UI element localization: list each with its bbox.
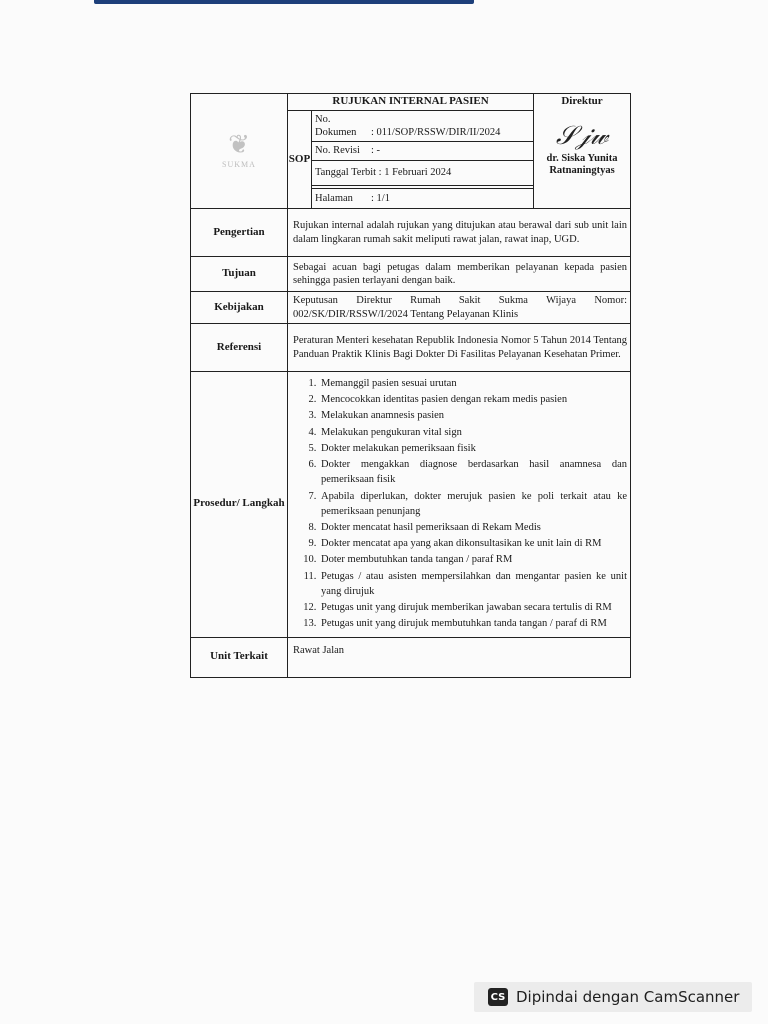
camscanner-logo-icon: CS: [488, 988, 508, 1006]
sop-table: [190, 93, 631, 678]
sop-document: [190, 93, 630, 678]
page-number: Halaman : 1/1: [312, 189, 534, 209]
section-label-kebijakan: Kebijakan: [191, 292, 288, 324]
procedure-step: 2. Mencocokkan identitas pasien dengan rekam medis pasien: [319, 392, 627, 407]
procedure-step-list: [293, 376, 627, 632]
procedure-step: 10. Doter membutuhkan tanda tangan / paraf RM: [319, 552, 627, 567]
logo-wordmark: SUKMA: [222, 160, 256, 169]
section-text-unit-terkait: Rawat Jalan: [288, 637, 631, 677]
hospital-logo: [191, 94, 288, 209]
section-label-tujuan: Tujuan: [191, 257, 288, 292]
document-number: No. Dokumen : 011/SOP/RSSW/DIR/II/2024: [312, 110, 534, 141]
signature-mark: 𝒮𝒿𝓌: [555, 120, 609, 151]
procedure-step: 13. Petugas unit yang dirujuk membutuhkan tanda tangan / paraf di RM: [319, 616, 627, 631]
procedure-step: 9. Dokter mencatat apa yang akan dikonsultasikan ke unit lain di RM: [319, 536, 627, 551]
section-label-pengertian: Pengertian: [191, 209, 288, 257]
section-text-referensi: Peraturan Menteri kesehatan Republik Indonesia Nomor 5 Tahun 2014 Tentang Panduan Praktik Klinis Bagi Dokter Di Fasilitas Pelayanan Kesehatan Primer.: [288, 324, 631, 372]
director-title: Direktur: [561, 95, 603, 107]
procedure-step: 11. Petugas / atau asisten mempersilahkan dan mengantar pasien ke unit yang dirujuk: [319, 569, 627, 599]
section-text-pengertian: Rujukan internal adalah rujukan yang ditujukan atau berawal dari sub unit lain dalam lingkaran rumah sakit meliputi rawat jalan, rawat inap, UGD.: [288, 209, 631, 257]
section-label-unit-terkait: Unit Terkait: [191, 637, 288, 677]
procedure-step: 4. Melakukan pengukuran vital sign: [319, 425, 627, 440]
procedure-step: 1. Memanggil pasien sesuai urutan: [319, 376, 627, 391]
wing-logo-icon: ❦: [228, 130, 250, 159]
section-prosedur-steps: [288, 372, 631, 638]
camscanner-watermark: [474, 982, 752, 1012]
director-name: dr. Siska Yunita Ratnaningtyas: [546, 152, 618, 177]
sop-label: SOP: [288, 110, 312, 208]
procedure-step: 8. Dokter mencatat hasil pemeriksaan di Rekam Medis: [319, 520, 627, 535]
director-signature-block: [534, 94, 631, 209]
procedure-step: 7. Apabila diperlukan, dokter merujuk pasien ke poli terkait atau ke pemeriksaan penunjang: [319, 489, 627, 519]
revision-number: No. Revisi : -: [312, 142, 534, 161]
issue-date: Tanggal Terbit : 1 Februari 2024: [312, 161, 534, 186]
section-text-tujuan: Sebagai acuan bagi petugas dalam memberikan pelayanan kepada pasien sehingga pasien terlayani dengan baik.: [288, 257, 631, 292]
camscanner-text: Dipindai dengan CamScanner: [516, 988, 740, 1006]
document-title: RUJUKAN INTERNAL PASIEN: [288, 94, 534, 111]
section-label-referensi: Referensi: [191, 324, 288, 372]
procedure-step: 5. Dokter melakukan pemeriksaan fisik: [319, 441, 627, 456]
procedure-step: 12. Petugas unit yang dirujuk memberikan jawaban secara tertulis di RM: [319, 600, 627, 615]
section-label-prosedur: Prosedur/ Langkah: [191, 372, 288, 638]
procedure-step: 6. Dokter mengakkan diagnose berdasarkan hasil anamnesa dan pemeriksaan fisik: [319, 457, 627, 487]
scan-edge-bar: [94, 0, 474, 4]
section-text-kebijakan: Keputusan Direktur Rumah Sakit Sukma Wijaya Nomor: 002/SK/DIR/RSSW/I/2024 Tentang Pelayanan Klinis: [288, 292, 631, 324]
procedure-step: 3. Melakukan anamnesis pasien: [319, 408, 627, 423]
